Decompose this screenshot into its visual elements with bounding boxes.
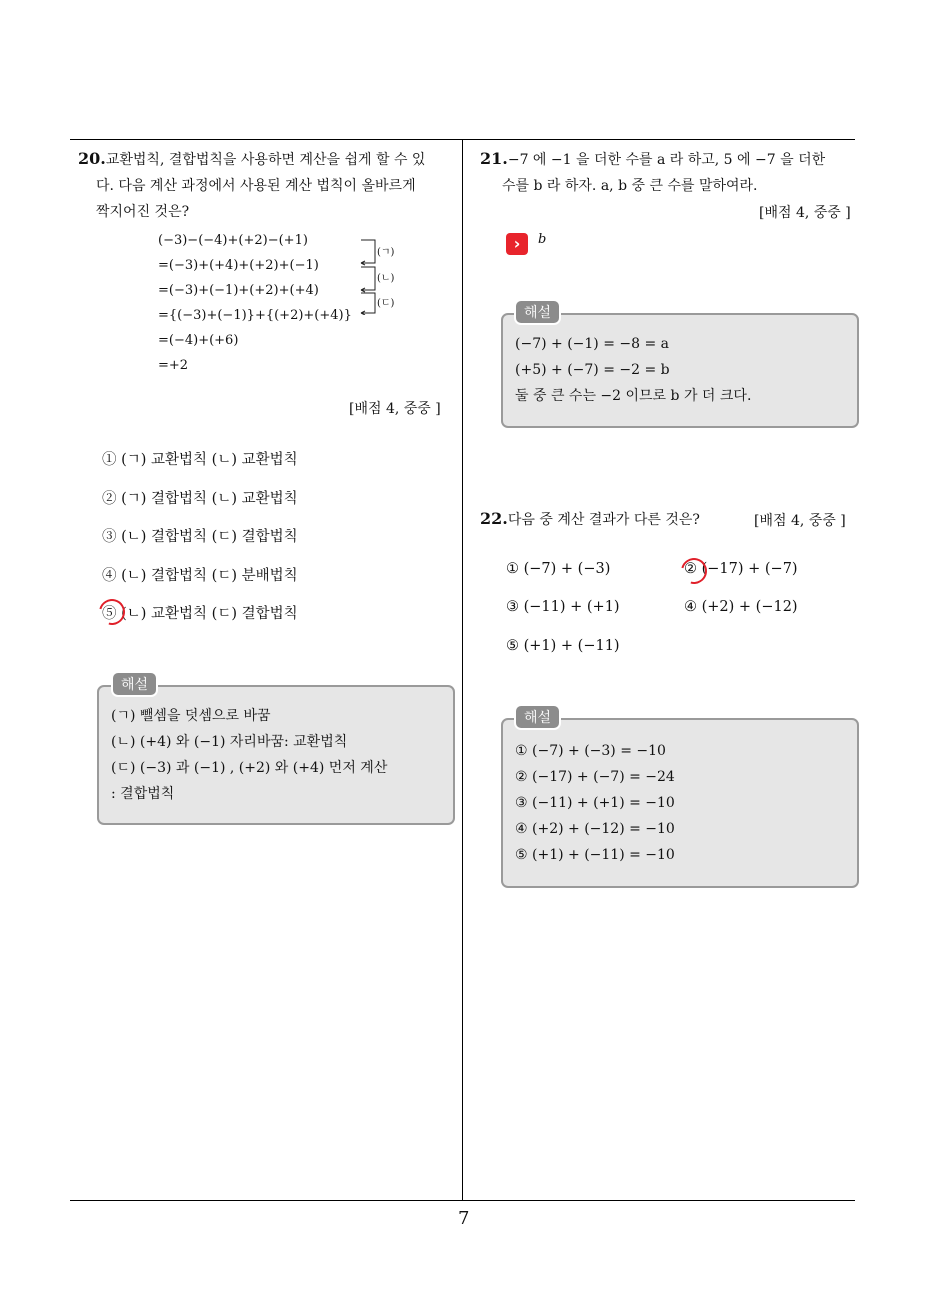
option-4[interactable]: ④ (+2) + (−12) bbox=[684, 599, 798, 615]
answer-circle-mark bbox=[676, 553, 712, 589]
option-4[interactable]: ④ (ㄴ) 결합법칙 (ㄷ) 분배법칙 bbox=[102, 568, 298, 584]
question-number: 22. bbox=[480, 509, 508, 528]
calc-step: ={(−3)+(−1)}+{(+2)+(+4)} bbox=[158, 308, 352, 323]
solution-line: (ㄷ) (−3) 과 (−1) , (+2) 와 (+4) 먼저 계산 bbox=[111, 760, 388, 776]
solution-box bbox=[97, 685, 455, 825]
question-text-line: 다음 중 계산 결과가 다른 것은? bbox=[507, 512, 700, 528]
answer-text: b bbox=[538, 232, 547, 247]
question-22 bbox=[480, 506, 700, 533]
question-text-line: 수를 b 라 하자. a, b 중 큰 수를 말하여라. bbox=[502, 178, 758, 194]
option-1[interactable]: ① (−7) + (−3) bbox=[506, 561, 611, 577]
option-2[interactable]: ② (ㄱ) 결합법칙 (ㄴ) 교환법칙 bbox=[102, 491, 298, 507]
option-5[interactable]: ⑤ (ㄴ) 교환법칙 (ㄷ) 결합법칙 bbox=[102, 606, 298, 622]
option-1[interactable]: ① (ㄱ) 교환법칙 (ㄴ) 교환법칙 bbox=[102, 452, 298, 468]
answer-circle-mark bbox=[94, 594, 130, 630]
solution-box bbox=[501, 718, 859, 888]
column-divider bbox=[462, 139, 463, 1201]
calc-step: =(−3)+(−1)+(+2)+(+4) bbox=[158, 283, 319, 298]
solution-line: (ㄴ) (+4) 와 (−1) 자리바꿈: 교환법칙 bbox=[111, 734, 348, 750]
option-2[interactable]: ② (−17) + (−7) bbox=[684, 561, 798, 577]
calc-step: (−3)−(−4)+(+2)−(+1) bbox=[158, 233, 308, 248]
option-3[interactable]: ③ (−11) + (+1) bbox=[506, 599, 620, 615]
calculation-steps bbox=[158, 228, 352, 378]
step-label: (ㄷ) bbox=[377, 298, 395, 309]
question-21 bbox=[480, 146, 860, 199]
page-number: 7 bbox=[458, 1208, 470, 1229]
solution-line: 둘 중 큰 수는 −2 이므로 b 가 더 크다. bbox=[515, 388, 752, 404]
question-number: 21. bbox=[480, 149, 508, 168]
solution-line: ③ (−11) + (+1) = −10 bbox=[515, 795, 675, 811]
score-label: [배점 4, 중중 ] bbox=[754, 513, 846, 529]
calc-step: =+2 bbox=[158, 358, 189, 373]
solution-line: ② (−17) + (−7) = −24 bbox=[515, 769, 675, 785]
solution-line: (ㄱ) 뺄셈을 덧셈으로 바꿈 bbox=[111, 708, 271, 724]
step-label: (ㄴ) bbox=[377, 273, 395, 284]
solution-label: 해설 bbox=[111, 671, 158, 697]
solution-line: (−7) + (−1) = −8 = a bbox=[515, 336, 669, 352]
option-5[interactable]: ⑤ (+1) + (−11) bbox=[506, 638, 620, 654]
question-text-line: 다. 다음 계산 과정에서 사용된 계산 법칙이 올바르게 bbox=[96, 178, 416, 194]
step-label: (ㄱ) bbox=[377, 247, 395, 258]
solution-line: : 결합법칙 bbox=[111, 786, 175, 802]
question-text-line: 교환법칙, 결합법칙을 사용하면 계산을 쉽게 할 수 있 bbox=[105, 152, 426, 168]
option-3[interactable]: ③ (ㄴ) 결합법칙 (ㄷ) 결합법칙 bbox=[102, 529, 298, 545]
solution-line: ④ (+2) + (−12) = −10 bbox=[515, 821, 675, 837]
question-text-line: −7 에 −1 을 더한 수를 a 라 하고, 5 에 −7 을 더한 bbox=[507, 152, 826, 168]
calc-step: =(−3)+(+4)+(+2)+(−1) bbox=[158, 258, 319, 273]
question-text-line: 짝지어진 것은? bbox=[96, 204, 190, 220]
score-label: [배점 4, 중중 ] bbox=[759, 205, 851, 221]
solution-line: ⑤ (+1) + (−11) = −10 bbox=[515, 847, 675, 863]
question-number: 20. bbox=[78, 149, 106, 168]
solution-label: 해설 bbox=[514, 299, 561, 325]
score-label: [배점 4, 중중 ] bbox=[349, 401, 441, 417]
calc-step: =(−4)+(+6) bbox=[158, 333, 239, 348]
question-20 bbox=[78, 146, 458, 225]
solution-line: (+5) + (−7) = −2 = b bbox=[515, 362, 670, 378]
solution-box bbox=[501, 313, 859, 428]
chevron-right-icon: › bbox=[506, 233, 528, 255]
bottom-rule bbox=[70, 1200, 855, 1201]
solution-label: 해설 bbox=[514, 704, 561, 730]
solution-line: ① (−7) + (−3) = −10 bbox=[515, 743, 666, 759]
